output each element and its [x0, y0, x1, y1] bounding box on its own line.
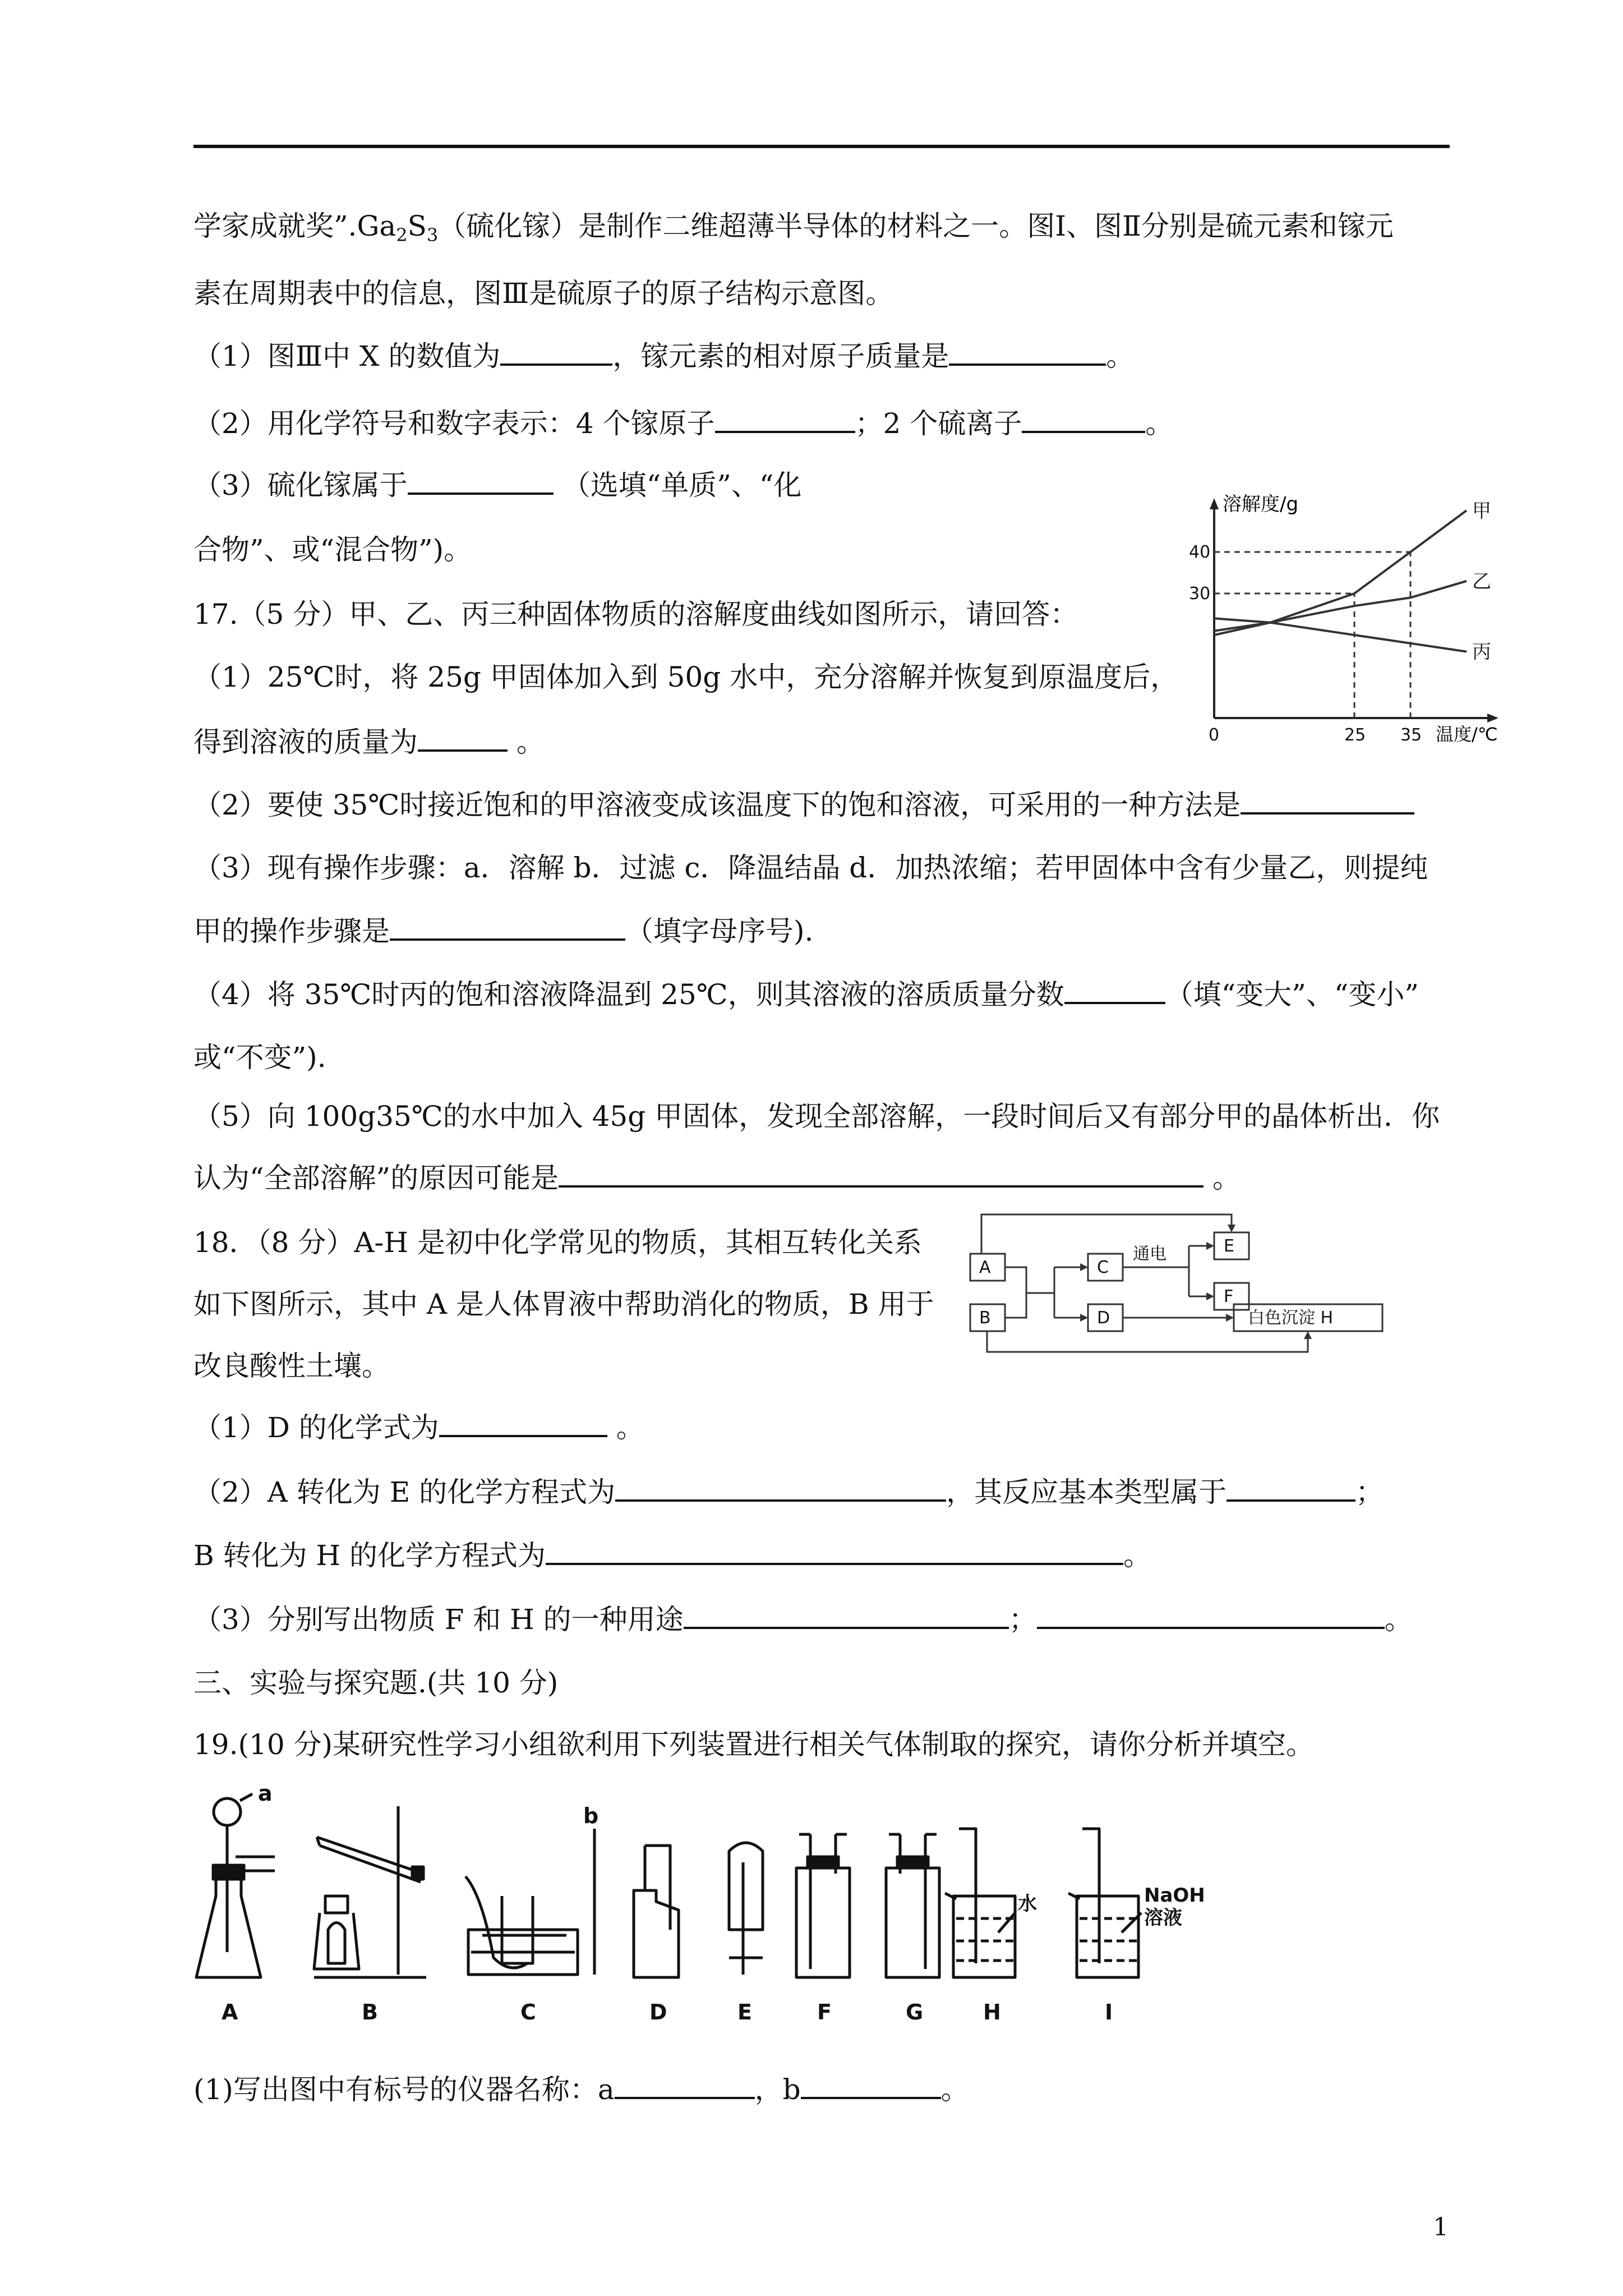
answer-blank[interactable]	[615, 1473, 946, 1502]
answer-blank[interactable]	[949, 337, 1106, 366]
section-3-title: 三、实验与探究题.(共 10 分)	[193, 1667, 559, 1699]
answer-blank[interactable]	[418, 723, 508, 752]
marker-a: a	[258, 1784, 273, 1806]
apparatus-label-I: I	[1105, 2000, 1113, 2024]
solubility-chart	[1189, 494, 1525, 752]
series-line-0	[1214, 510, 1467, 635]
q17-3-cont: 甲的操作步骤是 （填字母序号).	[193, 912, 813, 951]
q18-2-cont: B 转化为 H 的化学方程式为 。	[193, 1536, 1151, 1575]
series-label-0: 甲	[1472, 500, 1491, 522]
conversion-flow-diagram	[965, 1209, 1391, 1360]
x-tick-label-2: 35	[1400, 725, 1422, 745]
answer-blank[interactable]	[684, 1600, 1009, 1629]
q17-5-cont: 认为“全部溶解”的原因可能是 。	[193, 1158, 1241, 1198]
answer-blank[interactable]	[500, 337, 612, 366]
y-axis-arrow	[1210, 498, 1219, 509]
node-C: C	[1097, 1258, 1109, 1277]
q17-3: （3）现有操作步骤：a．溶解 b．过滤 c．降温结晶 d．加热浓缩；若甲固体中含有少量乙，则提纯	[193, 852, 1428, 884]
y-tick-label-0: 30	[1189, 584, 1211, 604]
apparatus-D	[634, 1846, 679, 1977]
answer-blank[interactable]	[1227, 1473, 1355, 1502]
answer-blank[interactable]	[546, 1536, 1123, 1565]
apparatus-label-H: H	[983, 2000, 1001, 2024]
page-number: 1	[1433, 2213, 1449, 2242]
q19-title: 19.(10 分)某研究性学习小组欲利用下列装置进行相关气体制取的探究，请你分析并填空。	[193, 1728, 1315, 1761]
x-axis-label: 温度/℃	[1436, 724, 1498, 745]
q17-4-cont: 或“不变”).	[193, 1041, 326, 1074]
apparatus-label-D: D	[649, 2000, 667, 2024]
label-water: 水	[1018, 1893, 1037, 1915]
answer-blank[interactable]	[615, 2070, 755, 2099]
answer-blank[interactable]	[1037, 1600, 1385, 1629]
apparatus-H	[945, 1829, 1015, 1977]
q17-1: （1）25℃时，将 25g 甲固体加入到 50g 水中，充分溶解并恢复到原温度后，	[193, 661, 1179, 693]
y-tick-label-1: 40	[1189, 542, 1211, 562]
node-F: F	[1224, 1287, 1234, 1306]
q18-line3: 改良酸性土壤。	[193, 1350, 390, 1382]
series-line-2	[1214, 618, 1467, 651]
apparatus-G	[886, 1834, 939, 1977]
q18-1: （1）D 的化学式为 。	[193, 1408, 644, 1447]
apparatus-B	[314, 1806, 426, 1977]
apparatus-label-A: A	[222, 2000, 238, 2024]
q18-2: （2）A 转化为 E 的化学方程式为 ，其反应基本类型属于 ；	[193, 1473, 1384, 1512]
answer-blank[interactable]	[1064, 975, 1165, 1004]
q18-line2: 如下图所示，其中 A 是人体胃液中帮助消化的物质，B 用于	[193, 1288, 934, 1320]
apparatus-label-E: E	[737, 2000, 752, 2024]
answer-blank[interactable]	[801, 2070, 941, 2099]
q19-1: (1)写出图中有标号的仪器名称：a ，b 。	[193, 2070, 969, 2109]
apparatus-label-F: F	[817, 2000, 832, 2024]
apparatus-C	[465, 1829, 594, 1975]
q17-5: （5）向 100g35℃的水中加入 45g 甲固体，发现全部溶解，一段时间后又有部分甲的晶体析出．你	[193, 1100, 1440, 1133]
apparatus-I	[1068, 1829, 1141, 1977]
q17-1-cont: 得到溶液的质量为 。	[193, 723, 545, 762]
answer-blank[interactable]	[1241, 785, 1414, 815]
y-axis-label: 溶解度/g	[1223, 494, 1299, 516]
apparatus-label-G: G	[906, 2000, 924, 2024]
series-label-2: 丙	[1472, 641, 1491, 664]
q18-title: 18．（8 分）A-H 是初中化学常见的物质，其相互转化关系	[193, 1226, 922, 1259]
x-tick-label-0: 0	[1209, 725, 1220, 745]
x-axis-arrow	[1487, 714, 1498, 723]
answer-blank[interactable]	[390, 912, 625, 941]
answer-blank[interactable]	[1022, 404, 1145, 433]
x-tick-label-1: 25	[1344, 725, 1366, 745]
apparatus-E	[729, 1843, 763, 1975]
node-D: D	[1097, 1308, 1110, 1328]
node-B: B	[979, 1308, 991, 1328]
q16-2: （2）用化学符号和数字表示：4 个镓原子 ；2 个硫离子 。	[193, 404, 1173, 443]
label-naoh: NaOH	[1144, 1884, 1205, 1907]
marker-b: b	[583, 1803, 599, 1828]
q16-3: （3）硫化镓属于 （选填“单质”、“化	[193, 466, 801, 505]
node-A: A	[979, 1258, 991, 1277]
node-E: E	[1224, 1236, 1234, 1256]
series-label-1: 乙	[1472, 570, 1491, 593]
q18-3: （3）分别写出物质 F 和 H 的一种用途 ； 。	[193, 1600, 1413, 1639]
text-line-1: 学家成就奖$”.Ga_2S_3$（硫化镓）是制作二维超薄半导体的材料之一。图Ⅰ、图Ⅱ分别是硫元素和镓元	[193, 210, 1394, 246]
node-H: 白色沉淀 H	[1248, 1308, 1334, 1328]
q16-3-cont: 合物”、或“混合物”)。	[193, 533, 472, 566]
q16-1: （1）图Ⅲ中 X 的数值为 ，镓元素的相对原子质量是 。	[193, 337, 1134, 376]
edge-label-electrolysis: 通电	[1133, 1244, 1166, 1264]
text-line-2: 素在周期表中的信息，图Ⅲ是硫原子的原子结构示意图。	[193, 277, 894, 310]
q17-2: （2）要使 35℃时接近饱和的甲溶液变成该温度下的饱和溶液，可采用的一种方法是	[193, 785, 1414, 825]
q17-4: （4）将 35℃时丙的饱和溶液降温到 25℃，则其溶液的溶质质量分数 （填“变大”、“变小”	[193, 975, 1419, 1014]
apparatus-figure	[191, 1784, 1256, 2036]
apparatus-F	[796, 1834, 850, 1977]
label-solution: 溶液	[1144, 1907, 1182, 1929]
answer-blank[interactable]	[559, 1158, 1204, 1188]
q17-title: 17.（5 分）甲、乙、丙三种固体物质的溶解度曲线如图所示，请回答：	[193, 598, 1078, 631]
answer-blank[interactable]	[408, 466, 554, 495]
series-line-1	[1214, 581, 1467, 631]
answer-blank[interactable]	[439, 1408, 607, 1437]
header-rule	[193, 145, 1450, 148]
apparatus-A	[196, 1794, 275, 1977]
answer-blank[interactable]	[715, 404, 855, 433]
apparatus-label-B: B	[362, 2000, 378, 2024]
apparatus-label-C: C	[520, 2000, 536, 2024]
